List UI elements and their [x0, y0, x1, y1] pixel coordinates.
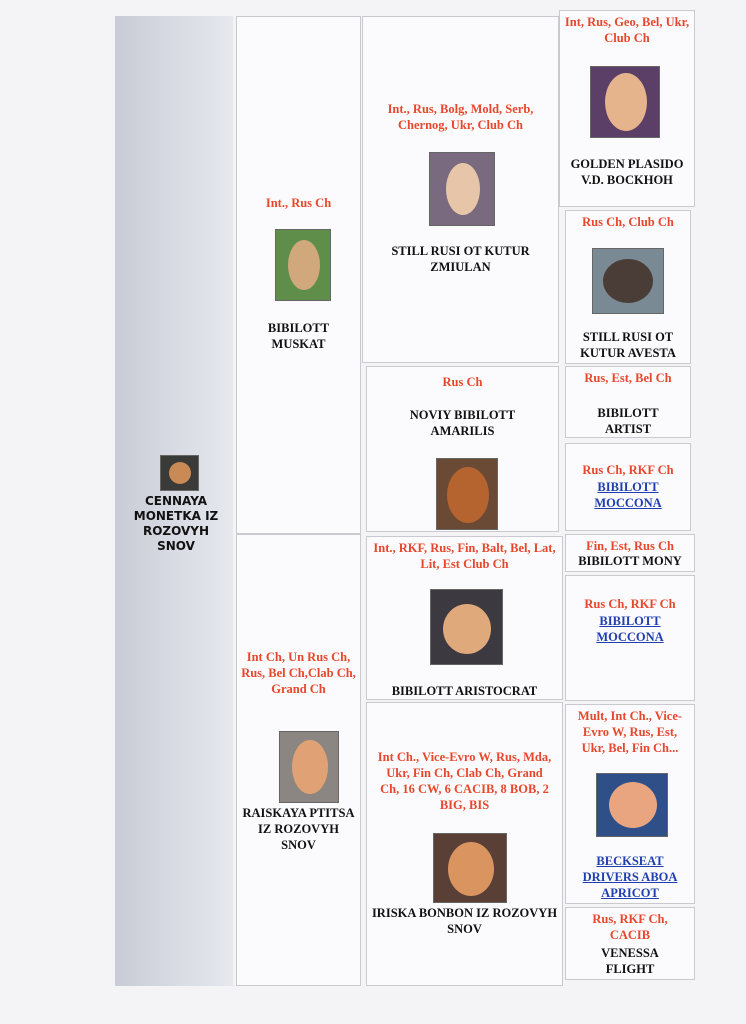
gen3-title-6: Rus Ch, RKF Ch — [584, 597, 676, 611]
poodle-icon — [288, 240, 320, 290]
dam-photo — [279, 731, 339, 803]
gen3-cell-6 — [565, 575, 695, 701]
gen2-name-2: NOVIY BIBILOTT AMARILIS — [409, 408, 516, 438]
gen3-cell-4 — [565, 443, 691, 531]
gen3-title-5: Fin, Est, Rus Ch — [586, 539, 674, 553]
gen3-link-6[interactable]: BIBILOTT MOCCONA — [596, 614, 664, 644]
subject-column — [115, 16, 233, 986]
sire-cell — [236, 16, 361, 534]
gen3-cell-7 — [565, 704, 695, 904]
gen2-cell-3 — [366, 536, 563, 700]
gen3-photo-2 — [592, 248, 664, 314]
gen3-cell-8 — [565, 907, 695, 980]
gen3-photo-1 — [590, 66, 660, 138]
gen2-name-4: IRISKA BONBON IZ ROZOVYH SNOV — [371, 906, 558, 936]
sire-name: BIBILOTT MUSKAT — [267, 321, 330, 351]
gen2-name-3: BIBILOTT ARISTOCRAT — [391, 684, 538, 698]
gen3-title-7: Mult, Int Ch., Vice-Evro W, Rus, Est, Ukr, Bel, Fin Ch... — [577, 709, 683, 755]
poodle-icon — [446, 163, 480, 215]
gen2-name-1: STILL RUSI OT KUTUR ZMIULAN — [391, 244, 530, 274]
gen2-photo-1 — [429, 152, 495, 226]
subject-name: CENNAYA MONETKA IZ ROZOVYH SNOV — [133, 494, 219, 553]
poodle-icon — [603, 259, 653, 303]
sire-photo — [275, 229, 331, 301]
poodle-icon — [292, 740, 328, 794]
gen2-title-4: Int Ch., Vice-Evro W, Rus, Mda, Ukr, Fin Ch, Clab Ch, Grand Ch, 16 CW, 6 CACIB, 8 BOB, 2 BIG, BIS — [377, 750, 552, 812]
gen3-name-5: BIBILOTT MONY — [578, 554, 682, 568]
poodle-icon — [448, 842, 494, 896]
gen3-title-4: Rus Ch, RKF Ch — [582, 463, 674, 477]
gen3-cell-5 — [565, 534, 695, 572]
subject-photo — [160, 455, 199, 491]
sire-title: Int., Rus Ch — [265, 196, 332, 210]
gen3-link-7[interactable]: BECKSEAT DRIVERS ABOA APRICOT — [582, 854, 678, 900]
gen2-cell-2 — [366, 366, 559, 532]
gen3-name-8: VENESSA FLIGHT — [601, 946, 659, 976]
poodle-icon — [169, 462, 191, 484]
gen2-photo-4 — [433, 833, 507, 903]
gen2-title-1: Int., Rus, Bolg, Mold, Serb, Chernog, Ukr, Club Ch — [387, 102, 534, 132]
poodle-icon — [605, 73, 647, 131]
gen2-title-3: Int., RKF, Rus, Fin, Balt, Bel, Lat, Lit, Est Club Ch — [373, 541, 556, 571]
gen3-title-3: Rus, Est, Bel Ch — [584, 371, 672, 385]
gen2-cell-4 — [366, 702, 563, 986]
gen2-photo-3 — [430, 589, 503, 665]
dam-cell — [236, 534, 361, 986]
gen2-cell-1 — [362, 16, 559, 363]
gen3-name-3: BIBILOTT ARTIST — [597, 406, 659, 436]
gen2-title-2: Rus Ch — [442, 375, 483, 389]
gen3-cell-2 — [565, 210, 691, 364]
gen3-cell-1 — [559, 10, 695, 207]
gen3-cell-3 — [565, 366, 691, 438]
gen3-link-4[interactable]: BIBILOTT MOCCONA — [594, 480, 662, 510]
gen3-title-1: Int, Rus, Geo, Bel, Ukr, Club Ch — [564, 15, 690, 45]
poodle-icon — [447, 467, 489, 523]
gen3-name-1: GOLDEN PLASIDO V.D. BOCKHOH — [570, 157, 684, 187]
poodle-icon — [443, 604, 491, 654]
gen3-title-2: Rus Ch, Club Ch — [582, 215, 674, 229]
gen3-photo-7 — [596, 773, 668, 837]
dam-title: Int Ch, Un Rus Ch, Rus, Bel Ch,Clab Ch, Grand Ch — [241, 650, 356, 696]
gen3-name-2: STILL RUSI OT KUTUR AVESTA — [580, 330, 676, 360]
gen3-title-8: Rus, RKF Ch, CACIB — [592, 912, 668, 942]
poodle-icon — [609, 782, 657, 828]
dam-name: RAISKAYA PTITSA IZ ROZOVYH SNOV — [242, 806, 355, 852]
gen2-photo-2 — [436, 458, 498, 530]
